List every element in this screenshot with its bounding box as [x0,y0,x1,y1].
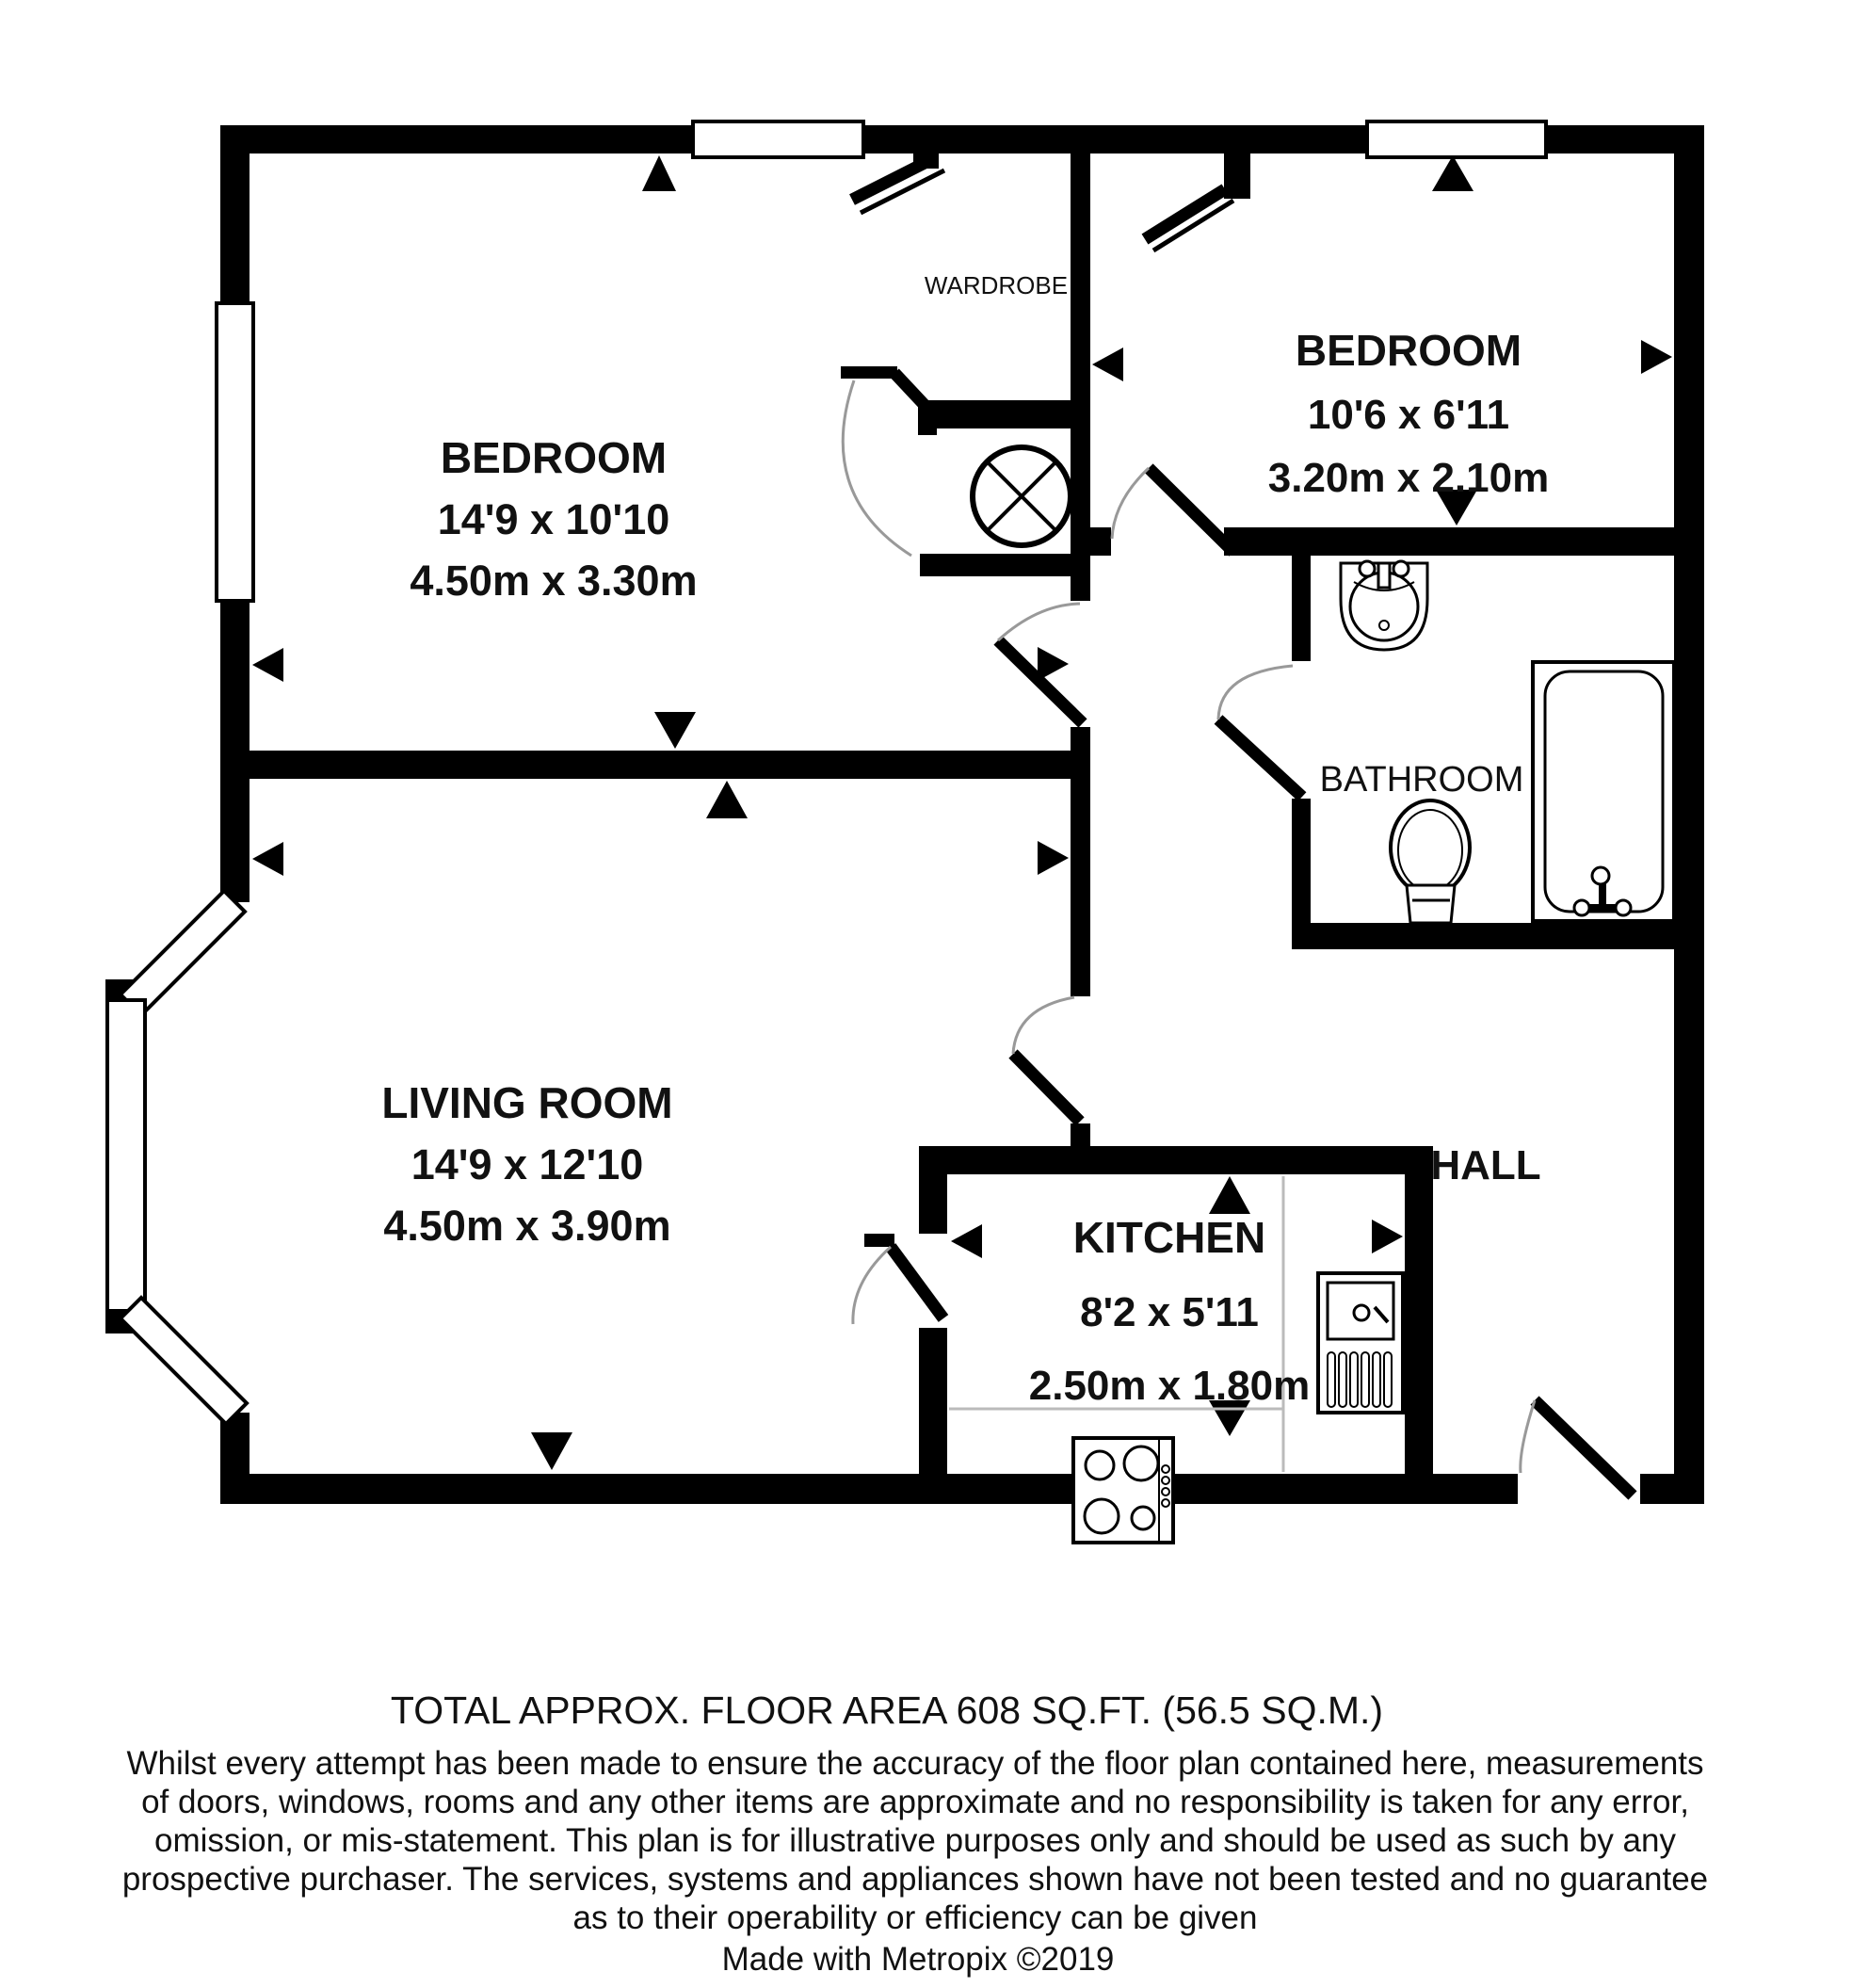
door-kitchen [853,1234,943,1324]
window-bedroom1-left [217,303,253,601]
bathroom-label: BATHROOM [1319,760,1524,800]
kitchen-metric: 2.50m x 1.80m [1028,1363,1311,1409]
credit-text: Made with Metropix ©2019 [721,1941,1115,1978]
wash-basin-icon [1341,561,1427,650]
bay-window-lower [121,1298,247,1424]
arrow-right-icon [1641,340,1672,374]
door-bedroom2-closet [1145,189,1233,251]
arrow-up-icon [706,781,748,818]
bay-window-middle [107,1000,145,1311]
arrow-up-icon [1432,155,1473,191]
hall-label: HALL [1430,1142,1541,1188]
toilet-icon [1391,800,1470,923]
disclaimer-line: of doors, windows, rooms and any other items are approximate and no responsibility is taken for any error, [141,1784,1689,1820]
disclaimer-line: as to their operability or efficiency can be given [572,1899,1258,1936]
bedroom1-imperial: 14'9 x 10'10 [437,495,670,543]
arrow-up-icon [1209,1176,1250,1214]
window-bedroom2-top [1367,121,1546,157]
living-room-metric: 4.50m x 3.90m [383,1202,671,1250]
kitchen-sink-icon [1318,1273,1403,1413]
bedroom1-metric: 4.50m x 3.30m [410,557,698,605]
arrow-left-icon [1092,347,1123,381]
bay-window-upper [121,891,245,1015]
door-bedroom2 [1112,468,1233,552]
living-room-label: LIVING ROOM [381,1078,673,1127]
window-bedroom1-top [693,121,863,157]
kitchen-imperial: 8'2 x 5'11 [1080,1289,1259,1335]
disclaimer-line: Whilst every attempt has been made to ensure the accuracy of the floor plan contained here, measurements [126,1745,1704,1782]
hot-water-cylinder-icon [973,447,1071,545]
bedroom2-label: BEDROOM [1295,326,1522,375]
arrow-right-icon [1372,1220,1403,1253]
arrow-left-icon [951,1224,982,1258]
disclaimer-line: prospective purchaser. The services, systems and appliances shown have not been tested and no guarantee [121,1861,1709,1898]
cooker-hob-icon [1073,1438,1173,1543]
arrow-up-icon [642,155,676,191]
door-living-hall [1013,997,1080,1122]
total-area-text: TOTAL APPROX. FLOOR AREA 608 SQ.FT. (56.5 SQ.M.) [390,1689,1384,1732]
wardrobe-label: WARDROBE [924,271,1069,299]
bathtub-icon [1533,662,1674,921]
arrow-down-icon [654,712,696,749]
kitchen-label: KITCHEN [1072,1213,1266,1262]
bedroom2-metric: 3.20m x 2.10m [1267,455,1550,501]
arrow-left-icon [252,842,283,876]
door-wardrobe-cupboard [841,366,936,556]
arrow-right-icon [1038,841,1069,875]
bedroom2-imperial: 10'6 x 6'11 [1307,392,1510,438]
arrow-down-icon [531,1432,572,1470]
arrow-left-icon [252,648,283,682]
door-wardrobe-top [852,157,944,213]
disclaimer-line: omission, or mis-statement. This plan is for illustrative purposes only and should be used as such by any [154,1822,1676,1859]
living-room-imperial: 14'9 x 12'10 [411,1140,644,1188]
door-bathroom [1218,666,1302,797]
arrow-right-icon [1038,647,1069,681]
bedroom1-label: BEDROOM [440,433,668,482]
